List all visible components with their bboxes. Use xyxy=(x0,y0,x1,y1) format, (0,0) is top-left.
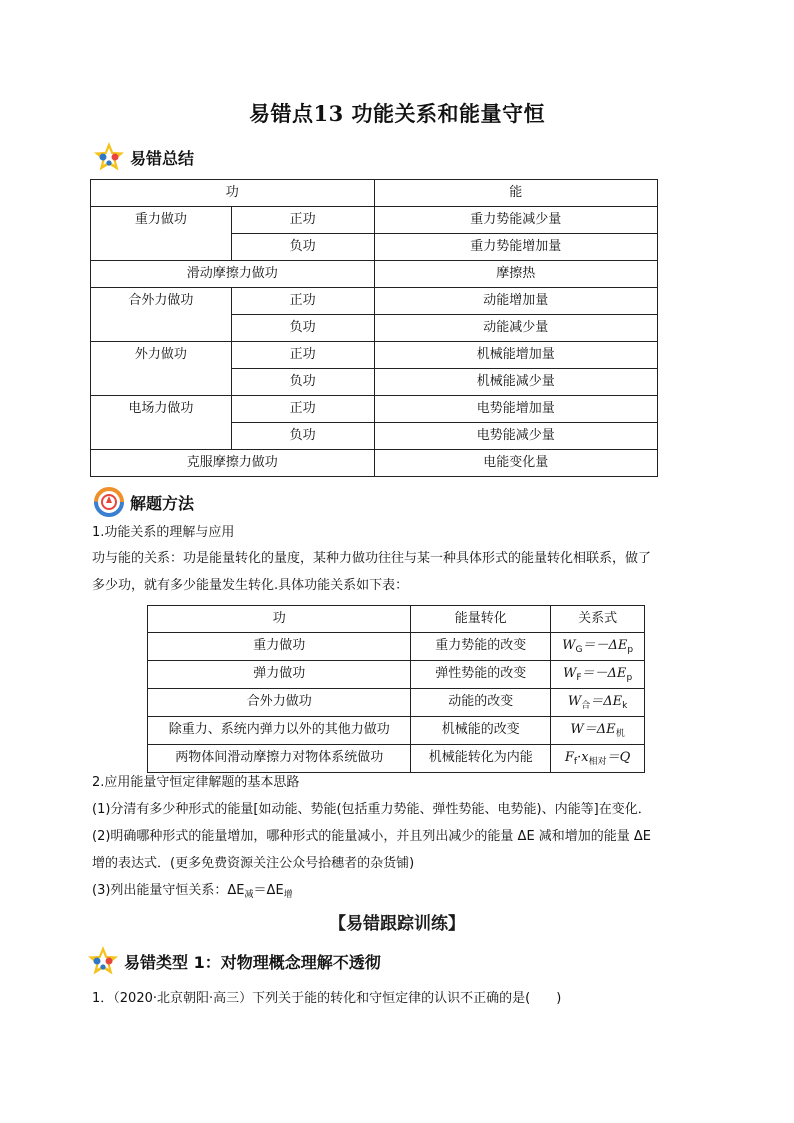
formula-symbol: ＝－ΔE xyxy=(582,638,628,653)
formula-symbol: W xyxy=(570,722,584,737)
table-cell: 负功 xyxy=(231,369,374,396)
paragraph-line: 增的表达式．(更多免费资源关注公众号拾穗者的杂货铺) xyxy=(92,856,415,871)
relation-subscript: 增 xyxy=(283,890,293,900)
question-1: 1．（2020·北京朝阳·高三）下列关于能的转化和守恒定律的认识不正确的是( ) xyxy=(92,991,562,1006)
method-subtitle-1: 1.功能关系的理解与应用 xyxy=(92,525,235,540)
section-heading-summary xyxy=(92,140,194,174)
formula-symbol: ＝－ΔE xyxy=(581,666,627,681)
formula-subscript: p xyxy=(626,673,633,683)
formula-cell xyxy=(551,633,645,661)
paragraph-line: (2)明确哪种形式的能量增加，哪种形式的能量减小，并且列出减少的能量 ΔE 减和增加的能量 ΔE xyxy=(92,829,652,844)
formula-symbol: ＝ΔE xyxy=(590,694,623,709)
work-energy-table xyxy=(147,605,645,773)
formula-subscript: 合 xyxy=(581,701,591,711)
table-cell: 正功 xyxy=(231,207,374,234)
formula-symbol: F xyxy=(564,750,574,765)
table-row xyxy=(91,288,658,315)
training-section-title: 【易错跟踪训练】 xyxy=(329,914,465,934)
table-cell: 动能增加量 xyxy=(374,288,658,315)
formula-subscript: G xyxy=(575,645,583,655)
table-cell: 机械能转化为内能 xyxy=(411,745,551,773)
section-heading-label: 解题方法 xyxy=(130,493,195,513)
table-cell: 重力做功 xyxy=(91,207,232,261)
table-row xyxy=(148,606,645,633)
relation-subscript: 减 xyxy=(244,890,254,900)
formula-subscript: k xyxy=(622,701,628,711)
method-subtitle-2: 2.应用能量守恒定律解题的基本思路 xyxy=(92,775,300,790)
table-cell: 弹性势能的改变 xyxy=(411,661,551,689)
summary-table xyxy=(90,179,658,477)
formula-symbol: W xyxy=(567,694,582,709)
table-cell: 克服摩擦力做功 xyxy=(91,450,375,477)
formula-subscript: F xyxy=(576,673,582,683)
table-header-cell: 功 xyxy=(91,180,375,207)
formula-subscript: 机 xyxy=(615,729,625,739)
star-badge-icon xyxy=(86,944,120,978)
section-heading-label: 易错总结 xyxy=(130,148,195,168)
table-cell: 电场力做功 xyxy=(91,396,232,450)
table-header-cell: 功 xyxy=(148,606,411,633)
table-cell: 重力势能减少量 xyxy=(374,207,658,234)
table-cell: 合外力做功 xyxy=(148,689,411,717)
table-cell: 两物体间滑动摩擦力对物体系统做功 xyxy=(148,745,411,773)
table-cell: 摩擦热 xyxy=(374,261,658,288)
table-cell: 负功 xyxy=(231,315,374,342)
relation-text: (3)列出能量守恒关系：ΔE xyxy=(92,883,245,898)
formula-cell xyxy=(551,745,645,773)
table-cell: 电势能增加量 xyxy=(374,396,658,423)
page-title: 易错点13 功能关系和能量守恒 xyxy=(248,101,546,126)
table-cell: 除重力、系统内弹力以外的其他力做功 xyxy=(148,717,411,745)
table-row xyxy=(91,180,658,207)
table-header-cell: 能 xyxy=(374,180,658,207)
table-cell: 机械能的改变 xyxy=(411,717,551,745)
table-row xyxy=(91,450,658,477)
table-cell: 电势能减少量 xyxy=(374,423,658,450)
table-row xyxy=(148,633,645,661)
table-header-cell: 能量转化 xyxy=(411,606,551,633)
ring-badge-icon xyxy=(92,485,126,519)
table-row xyxy=(148,661,645,689)
formula-symbol: W xyxy=(562,638,576,653)
table-header-cell: 关系式 xyxy=(551,606,645,633)
error-type-heading xyxy=(86,944,381,978)
formula-subscript: f xyxy=(573,757,578,767)
formula-cell xyxy=(551,717,645,745)
formula-subscript: 相对 xyxy=(588,757,607,767)
table-cell: 重力势能的改变 xyxy=(411,633,551,661)
table-cell: 合外力做功 xyxy=(91,288,232,342)
table-cell: 机械能增加量 xyxy=(374,342,658,369)
table-cell: 负功 xyxy=(231,423,374,450)
paragraph-line: 多少功，就有多少能量发生转化.具体功能关系如下表： xyxy=(92,578,409,593)
conservation-relation xyxy=(92,881,712,905)
section-heading-method xyxy=(92,485,194,519)
table-cell: 动能的改变 xyxy=(411,689,551,717)
table-cell: 外力做功 xyxy=(91,342,232,396)
table-row xyxy=(148,689,645,717)
formula-cell xyxy=(551,661,645,689)
formula-subscript: p xyxy=(627,645,634,655)
formula-symbol: ＝Q xyxy=(606,750,631,765)
table-cell: 弹力做功 xyxy=(148,661,411,689)
paragraph-line: (1)分清有多少种形式的能量[如动能、势能(包括重力势能、弹性势能、电势能)、内能等]在变化． xyxy=(92,802,651,817)
star-badge-icon xyxy=(92,140,126,174)
paragraph-line: 功与能的关系：功是能量转化的量度，某种力做功往往与某一种具体形式的能量转化相联系，做了 xyxy=(92,551,652,566)
formula-symbol: W xyxy=(562,666,577,681)
table-cell: 重力势能增加量 xyxy=(374,234,658,261)
relation-text: ＝ΔE xyxy=(253,883,284,898)
formula-symbol: ·x xyxy=(577,750,589,765)
table-cell: 负功 xyxy=(231,234,374,261)
table-cell: 正功 xyxy=(231,288,374,315)
formula-symbol: ＝ΔE xyxy=(583,722,616,737)
error-type-label: 易错类型 1：对物理概念理解不透彻 xyxy=(124,952,381,972)
table-cell: 重力做功 xyxy=(148,633,411,661)
table-row xyxy=(148,745,645,773)
table-row xyxy=(91,261,658,288)
table-row xyxy=(148,717,645,745)
table-row xyxy=(91,342,658,369)
table-cell: 正功 xyxy=(231,396,374,423)
table-row xyxy=(91,396,658,423)
table-cell: 滑动摩擦力做功 xyxy=(91,261,375,288)
table-cell: 动能减少量 xyxy=(374,315,658,342)
table-cell: 正功 xyxy=(231,342,374,369)
table-row xyxy=(91,207,658,234)
formula-cell xyxy=(551,689,645,717)
table-cell: 电能变化量 xyxy=(374,450,658,477)
table-cell: 机械能减少量 xyxy=(374,369,658,396)
